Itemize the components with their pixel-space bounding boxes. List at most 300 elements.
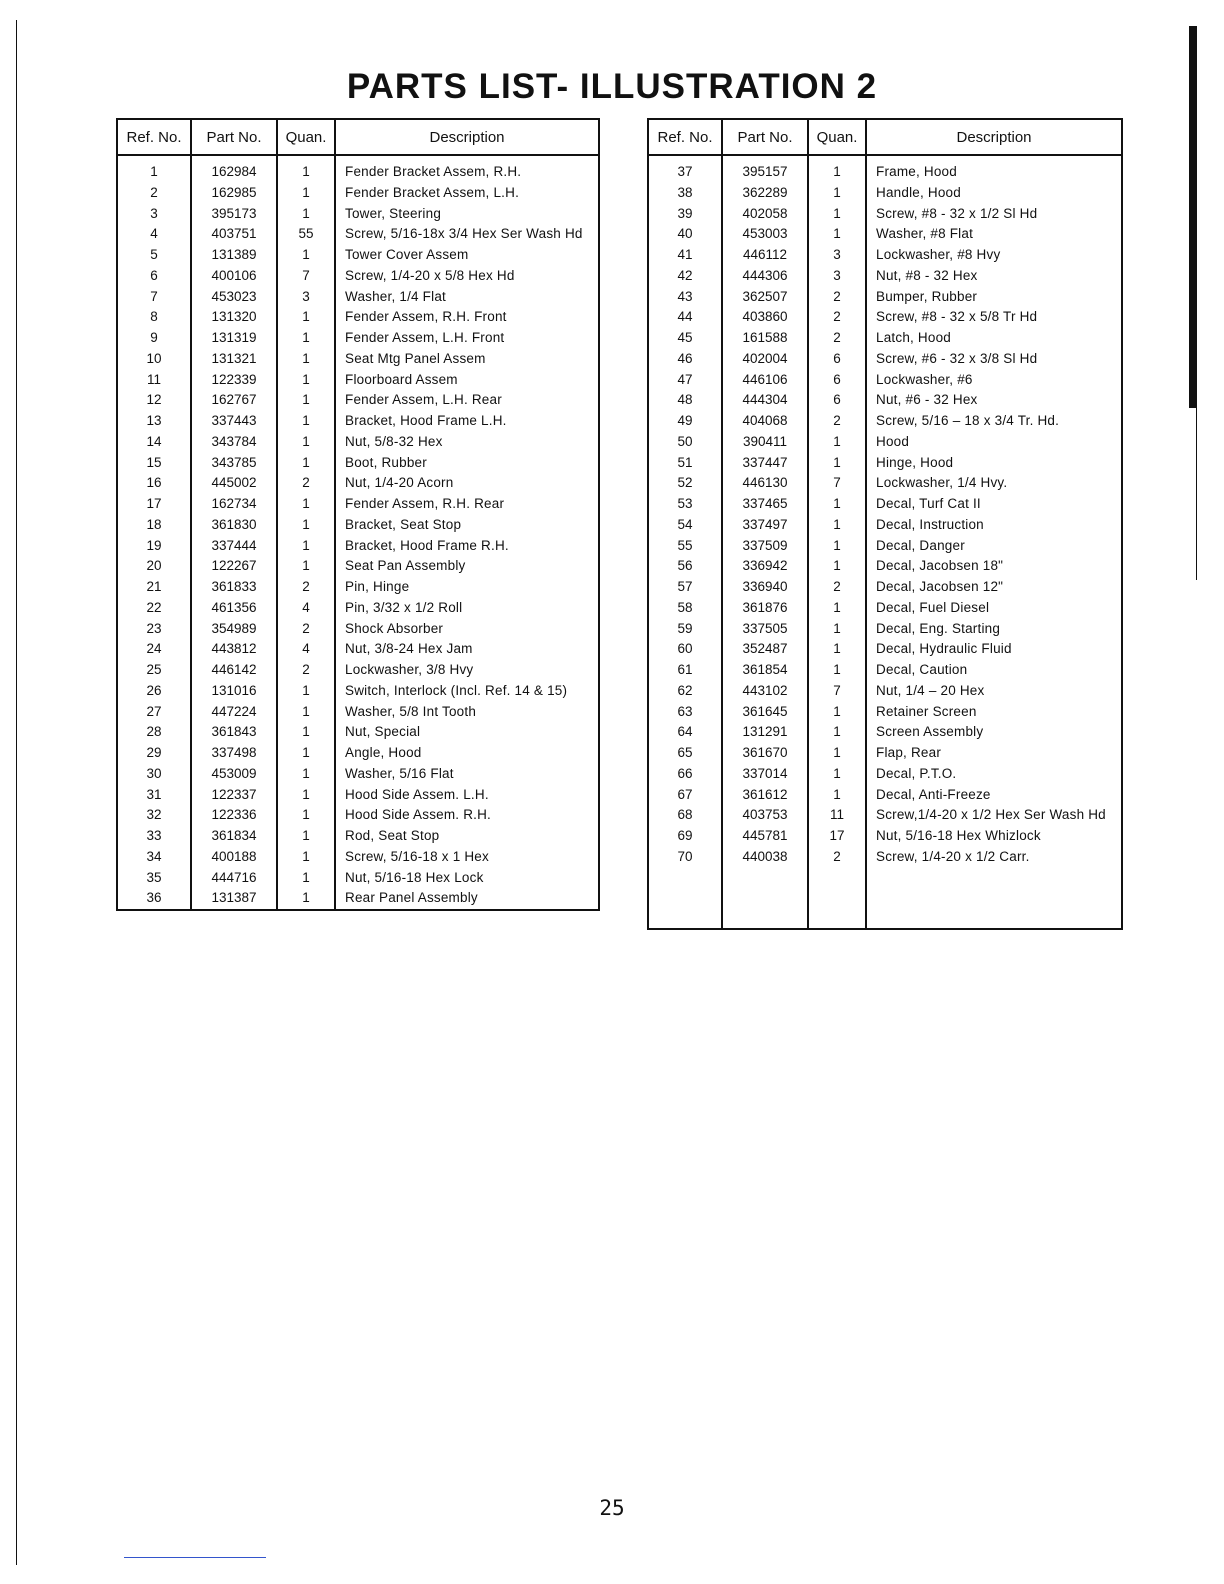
- table-row: [117, 868, 599, 889]
- table-row: [117, 888, 599, 910]
- part-no-cell: 343785: [191, 453, 277, 474]
- description-cell: Lockwasher, 1/4 Hvy.: [866, 473, 1122, 494]
- table-row: [648, 660, 1122, 681]
- quantity-cell: 3: [277, 287, 335, 308]
- ref-no-cell: 52: [648, 473, 722, 494]
- table-row: [117, 743, 599, 764]
- description-cell: Nut, 3/8-24 Hex Jam: [335, 639, 599, 660]
- part-no-cell: 361876: [722, 598, 808, 619]
- table-row: [117, 515, 599, 536]
- quantity-cell: 1: [277, 556, 335, 577]
- part-no-cell: 337447: [722, 453, 808, 474]
- part-no-cell: 446142: [191, 660, 277, 681]
- part-no-cell: 361645: [722, 702, 808, 723]
- description-cell: Seat Pan Assembly: [335, 556, 599, 577]
- table-row: [648, 183, 1122, 204]
- part-no-cell: 361854: [722, 660, 808, 681]
- description-cell: Shock Absorber: [335, 619, 599, 640]
- ref-no-cell: 19: [117, 536, 191, 557]
- ref-no-cell: 12: [117, 390, 191, 411]
- quantity-cell: 2: [277, 660, 335, 681]
- description-cell: Switch, Interlock (Incl. Ref. 14 & 15): [335, 681, 599, 702]
- part-no-cell: 122337: [191, 785, 277, 806]
- part-no-cell: 361833: [191, 577, 277, 598]
- description-cell: Bracket, Hood Frame L.H.: [335, 411, 599, 432]
- ref-no-cell: 50: [648, 432, 722, 453]
- right-margin-line: [1196, 400, 1197, 580]
- quantity-cell: 1: [808, 494, 866, 515]
- description-cell: Latch, Hood: [866, 328, 1122, 349]
- table-row: [648, 785, 1122, 806]
- description-cell: Bracket, Hood Frame R.H.: [335, 536, 599, 557]
- description-cell: Fender Assem, L.H. Front: [335, 328, 599, 349]
- description-cell: Hood Side Assem. L.H.: [335, 785, 599, 806]
- description-cell: Washer, #8 Flat: [866, 224, 1122, 245]
- table-row: [648, 515, 1122, 536]
- ref-no-cell: 32: [117, 805, 191, 826]
- ref-no-cell: 46: [648, 349, 722, 370]
- quantity-cell: 1: [277, 390, 335, 411]
- quantity-cell: 7: [808, 473, 866, 494]
- description-cell: Flap, Rear: [866, 743, 1122, 764]
- quantity-cell: 1: [808, 183, 866, 204]
- quantity-cell: 1: [808, 598, 866, 619]
- part-no-cell: 461356: [191, 598, 277, 619]
- quantity-cell: 2: [808, 287, 866, 308]
- part-no-cell: 453009: [191, 764, 277, 785]
- quantity-cell: 1: [808, 453, 866, 474]
- quantity-cell: 1: [277, 868, 335, 889]
- ref-no-cell: 35: [117, 868, 191, 889]
- quantity-cell: 1: [277, 204, 335, 225]
- table-row: [117, 307, 599, 328]
- part-no-cell: 444304: [722, 390, 808, 411]
- part-no-cell: 337465: [722, 494, 808, 515]
- ref-no-cell: 9: [117, 328, 191, 349]
- ref-no-cell: 60: [648, 639, 722, 660]
- quantity-cell: 1: [808, 722, 866, 743]
- quantity-cell: 1: [277, 183, 335, 204]
- ref-no-cell: 17: [117, 494, 191, 515]
- table-row: [117, 432, 599, 453]
- quantity-cell: 1: [277, 370, 335, 391]
- ref-no-cell: 34: [117, 847, 191, 868]
- part-no-cell: 444306: [722, 266, 808, 287]
- quantity-cell: 1: [277, 764, 335, 785]
- table-header: [648, 119, 1122, 155]
- part-no-cell: 131321: [191, 349, 277, 370]
- description-cell: Nut, #6 - 32 Hex: [866, 390, 1122, 411]
- ref-no-cell: 63: [648, 702, 722, 723]
- table-row: [117, 224, 599, 245]
- description-cell: Angle, Hood: [335, 743, 599, 764]
- description-cell: Lockwasher, #6: [866, 370, 1122, 391]
- description-cell: Bracket, Seat Stop: [335, 515, 599, 536]
- description-cell: Screw, #8 - 32 x 5/8 Tr Hd: [866, 307, 1122, 328]
- ref-no-cell: 13: [117, 411, 191, 432]
- quantity-cell: 2: [808, 577, 866, 598]
- part-no-cell: 445781: [722, 826, 808, 847]
- ref-no-cell: 68: [648, 805, 722, 826]
- table-row: [117, 390, 599, 411]
- ref-no-cell: 27: [117, 702, 191, 723]
- table-row: [648, 328, 1122, 349]
- description-cell: Nut, Special: [335, 722, 599, 743]
- description-cell: Hood: [866, 432, 1122, 453]
- page-number: 25: [599, 1496, 625, 1520]
- table-row: [648, 847, 1122, 868]
- ref-no-cell: 33: [117, 826, 191, 847]
- description-cell: Hood Side Assem. R.H.: [335, 805, 599, 826]
- part-no-cell: 337014: [722, 764, 808, 785]
- part-no-cell: 445002: [191, 473, 277, 494]
- description-cell: Screw, 5/16-18x 3/4 Hex Ser Wash Hd: [335, 224, 599, 245]
- parts-table-right: [647, 118, 1123, 930]
- quantity-cell: 17: [808, 826, 866, 847]
- quantity-cell: 1: [277, 307, 335, 328]
- part-no-cell: 122267: [191, 556, 277, 577]
- quantity-cell: 2: [808, 411, 866, 432]
- quantity-cell: 1: [277, 743, 335, 764]
- quantity-cell: 1: [808, 536, 866, 557]
- ref-no-cell: 62: [648, 681, 722, 702]
- table-row: [117, 639, 599, 660]
- part-no-cell: 390411: [722, 432, 808, 453]
- description-cell: Nut, 5/16-18 Hex Whizlock: [866, 826, 1122, 847]
- description-cell: Screen Assembly: [866, 722, 1122, 743]
- part-no-cell: 122339: [191, 370, 277, 391]
- table-row: [648, 370, 1122, 391]
- part-no-cell: 361843: [191, 722, 277, 743]
- part-no-cell: 361670: [722, 743, 808, 764]
- description-cell: Screw, 5/16 – 18 x 3/4 Tr. Hd.: [866, 411, 1122, 432]
- table-row: [648, 245, 1122, 266]
- ref-no-cell: 59: [648, 619, 722, 640]
- ref-no-cell: 57: [648, 577, 722, 598]
- table-row: [648, 349, 1122, 370]
- ref-no-cell: 29: [117, 743, 191, 764]
- part-no-cell: 402004: [722, 349, 808, 370]
- quantity-cell: 1: [808, 702, 866, 723]
- quantity-cell: 1: [277, 805, 335, 826]
- ref-no-header: Ref. No.: [648, 119, 722, 155]
- table-row: [117, 722, 599, 743]
- part-no-cell: 131389: [191, 245, 277, 266]
- description-cell: Decal, Jacobsen 12": [866, 577, 1122, 598]
- quantity-cell: 1: [808, 785, 866, 806]
- part-no-cell: 362507: [722, 287, 808, 308]
- empty-cell: [808, 868, 866, 929]
- quantity-cell: 1: [808, 639, 866, 660]
- ref-no-cell: 18: [117, 515, 191, 536]
- quantity-cell: 1: [808, 204, 866, 225]
- part-no-cell: 131319: [191, 328, 277, 349]
- quantity-cell: 1: [808, 155, 866, 183]
- quantity-cell: 2: [277, 577, 335, 598]
- ref-no-cell: 43: [648, 287, 722, 308]
- quantity-cell: 2: [277, 473, 335, 494]
- table-row: [648, 805, 1122, 826]
- part-no-cell: 453003: [722, 224, 808, 245]
- description-cell: Lockwasher, 3/8 Hvy: [335, 660, 599, 681]
- quantity-cell: 1: [808, 764, 866, 785]
- part-no-cell: 162984: [191, 155, 277, 183]
- part-no-cell: 443812: [191, 639, 277, 660]
- ref-no-cell: 56: [648, 556, 722, 577]
- quantity-cell: 11: [808, 805, 866, 826]
- table-row: [648, 743, 1122, 764]
- description-cell: Pin, Hinge: [335, 577, 599, 598]
- quantity-cell: 6: [808, 349, 866, 370]
- part-no-cell: 337443: [191, 411, 277, 432]
- quantity-cell: 1: [277, 681, 335, 702]
- ref-no-cell: 23: [117, 619, 191, 640]
- part-no-cell: 403860: [722, 307, 808, 328]
- part-no-cell: 162767: [191, 390, 277, 411]
- description-cell: Screw, 1/4-20 x 5/8 Hex Hd: [335, 266, 599, 287]
- part-no-cell: 403753: [722, 805, 808, 826]
- table-row: [117, 681, 599, 702]
- description-cell: Seat Mtg Panel Assem: [335, 349, 599, 370]
- description-cell: Handle, Hood: [866, 183, 1122, 204]
- table-row: [117, 536, 599, 557]
- description-cell: Rod, Seat Stop: [335, 826, 599, 847]
- table-row: [648, 556, 1122, 577]
- quantity-cell: 1: [277, 453, 335, 474]
- table-row: [117, 370, 599, 391]
- part-no-cell: 162985: [191, 183, 277, 204]
- part-no-cell: 161588: [722, 328, 808, 349]
- description-cell: Decal, Jacobsen 18": [866, 556, 1122, 577]
- part-no-cell: 402058: [722, 204, 808, 225]
- ref-no-cell: 7: [117, 287, 191, 308]
- part-no-cell: 337505: [722, 619, 808, 640]
- part-no-cell: 403751: [191, 224, 277, 245]
- part-no-cell: 440038: [722, 847, 808, 868]
- description-cell: Bumper, Rubber: [866, 287, 1122, 308]
- part-no-cell: 343784: [191, 432, 277, 453]
- description-cell: Screw, #8 - 32 x 1/2 Sl Hd: [866, 204, 1122, 225]
- ref-no-cell: 20: [117, 556, 191, 577]
- ref-no-cell: 15: [117, 453, 191, 474]
- table-row: [648, 598, 1122, 619]
- quantity-cell: 2: [277, 619, 335, 640]
- description-cell: Pin, 3/32 x 1/2 Roll: [335, 598, 599, 619]
- quantity-cell: 1: [808, 660, 866, 681]
- table-row: [648, 577, 1122, 598]
- ref-no-cell: 31: [117, 785, 191, 806]
- quantity-cell: 1: [277, 702, 335, 723]
- description-cell: Nut, 5/16-18 Hex Lock: [335, 868, 599, 889]
- quantity-cell: 1: [277, 245, 335, 266]
- part-no-cell: 361830: [191, 515, 277, 536]
- ref-no-cell: 64: [648, 722, 722, 743]
- description-cell: Fender Assem, L.H. Rear: [335, 390, 599, 411]
- ref-no-cell: 44: [648, 307, 722, 328]
- ref-no-cell: 66: [648, 764, 722, 785]
- quantity-cell: 55: [277, 224, 335, 245]
- ref-no-cell: 28: [117, 722, 191, 743]
- table-row: [117, 155, 599, 183]
- description-cell: Washer, 5/8 Int Tooth: [335, 702, 599, 723]
- quantity-cell: 7: [808, 681, 866, 702]
- quantity-cell: 6: [808, 390, 866, 411]
- description-cell: Decal, Caution: [866, 660, 1122, 681]
- ref-no-cell: 49: [648, 411, 722, 432]
- quantity-cell: 1: [808, 619, 866, 640]
- table-row: [117, 785, 599, 806]
- description-cell: Decal, Hydraulic Fluid: [866, 639, 1122, 660]
- quantity-cell: 4: [277, 639, 335, 660]
- description-cell: Decal, Fuel Diesel: [866, 598, 1122, 619]
- ref-no-cell: 26: [117, 681, 191, 702]
- ref-no-cell: 45: [648, 328, 722, 349]
- part-no-cell: 336942: [722, 556, 808, 577]
- table-row: [117, 473, 599, 494]
- ref-no-cell: 61: [648, 660, 722, 681]
- ref-no-cell: 69: [648, 826, 722, 847]
- description-cell: Fender Bracket Assem, L.H.: [335, 183, 599, 204]
- description-cell: Decal, Anti-Freeze: [866, 785, 1122, 806]
- part-no-cell: 352487: [722, 639, 808, 660]
- description-cell: Decal, P.T.O.: [866, 764, 1122, 785]
- quantity-cell: 1: [277, 722, 335, 743]
- quantity-header: Quan.: [808, 119, 866, 155]
- ref-no-cell: 25: [117, 660, 191, 681]
- description-cell: Decal, Danger: [866, 536, 1122, 557]
- table-row: [648, 473, 1122, 494]
- part-no-cell: 122336: [191, 805, 277, 826]
- part-no-cell: 444716: [191, 868, 277, 889]
- part-no-cell: 131320: [191, 307, 277, 328]
- table-row: [648, 307, 1122, 328]
- table-row: [648, 287, 1122, 308]
- table-row: [117, 328, 599, 349]
- ref-no-cell: 36: [117, 888, 191, 910]
- description-cell: Fender Assem, R.H. Rear: [335, 494, 599, 515]
- quantity-cell: 2: [808, 847, 866, 868]
- part-no-cell: 362289: [722, 183, 808, 204]
- ref-no-cell: 2: [117, 183, 191, 204]
- description-cell: Hinge, Hood: [866, 453, 1122, 474]
- part-no-cell: 131291: [722, 722, 808, 743]
- table-row: [117, 183, 599, 204]
- table-row: [648, 764, 1122, 785]
- quantity-cell: 1: [277, 411, 335, 432]
- part-no-cell: 336940: [722, 577, 808, 598]
- table-row: [117, 494, 599, 515]
- table-row: [117, 453, 599, 474]
- ref-no-cell: 3: [117, 204, 191, 225]
- ref-no-cell: 55: [648, 536, 722, 557]
- description-cell: Rear Panel Assembly: [335, 888, 599, 910]
- description-cell: Nut, 1/4 – 20 Hex: [866, 681, 1122, 702]
- table-row: [648, 681, 1122, 702]
- description-cell: Nut, 1/4-20 Acorn: [335, 473, 599, 494]
- table-row: [117, 764, 599, 785]
- part-no-cell: 337498: [191, 743, 277, 764]
- ref-no-cell: 16: [117, 473, 191, 494]
- quantity-cell: 1: [277, 847, 335, 868]
- ref-no-cell: 54: [648, 515, 722, 536]
- description-cell: Tower Cover Assem: [335, 245, 599, 266]
- part-no-cell: 337509: [722, 536, 808, 557]
- ref-no-cell: 41: [648, 245, 722, 266]
- part-no-cell: 446112: [722, 245, 808, 266]
- table-row: [648, 453, 1122, 474]
- part-no-cell: 404068: [722, 411, 808, 432]
- ref-no-cell: 39: [648, 204, 722, 225]
- empty-cell: [648, 868, 722, 929]
- quantity-cell: 1: [277, 785, 335, 806]
- ref-no-cell: 21: [117, 577, 191, 598]
- description-cell: Screw, 5/16-18 x 1 Hex: [335, 847, 599, 868]
- quantity-cell: 1: [277, 432, 335, 453]
- ref-no-cell: 30: [117, 764, 191, 785]
- table-row: [648, 411, 1122, 432]
- parts-table-left: [116, 118, 600, 911]
- description-cell: Washer, 1/4 Flat: [335, 287, 599, 308]
- quantity-header: Quan.: [277, 119, 335, 155]
- table-row: [648, 494, 1122, 515]
- description-header: Description: [866, 119, 1122, 155]
- table-row: [648, 619, 1122, 640]
- ref-no-cell: 48: [648, 390, 722, 411]
- part-no-cell: 400106: [191, 266, 277, 287]
- quantity-cell: 2: [808, 328, 866, 349]
- table-row: [648, 155, 1122, 183]
- quantity-cell: 1: [277, 888, 335, 910]
- table-row: [117, 577, 599, 598]
- page-title: PARTS LIST- ILLUSTRATION 2: [346, 67, 878, 107]
- ref-no-cell: 51: [648, 453, 722, 474]
- table-row: [117, 556, 599, 577]
- ref-no-cell: 38: [648, 183, 722, 204]
- bottom-rule: [124, 1557, 266, 1558]
- part-no-cell: 131387: [191, 888, 277, 910]
- description-cell: Boot, Rubber: [335, 453, 599, 474]
- description-cell: Fender Bracket Assem, R.H.: [335, 155, 599, 183]
- part-no-cell: 453023: [191, 287, 277, 308]
- ref-no-cell: 67: [648, 785, 722, 806]
- ref-no-cell: 42: [648, 266, 722, 287]
- description-cell: Lockwasher, #8 Hvy: [866, 245, 1122, 266]
- description-header: Description: [335, 119, 599, 155]
- part-no-cell: 446106: [722, 370, 808, 391]
- description-cell: Decal, Turf Cat II: [866, 494, 1122, 515]
- quantity-cell: 3: [808, 266, 866, 287]
- table-row: [117, 619, 599, 640]
- ref-no-cell: 58: [648, 598, 722, 619]
- quantity-cell: 1: [277, 826, 335, 847]
- quantity-cell: 2: [808, 307, 866, 328]
- table-row: [117, 805, 599, 826]
- part-no-cell: 354989: [191, 619, 277, 640]
- ref-no-cell: 6: [117, 266, 191, 287]
- table-row: [117, 660, 599, 681]
- part-no-header: Part No.: [722, 119, 808, 155]
- quantity-cell: 1: [808, 515, 866, 536]
- table-row: [117, 349, 599, 370]
- part-no-cell: 395173: [191, 204, 277, 225]
- empty-cell: [722, 868, 808, 929]
- table-row: [117, 847, 599, 868]
- quantity-cell: 1: [808, 556, 866, 577]
- part-no-cell: 131016: [191, 681, 277, 702]
- table-row: [117, 598, 599, 619]
- ref-no-cell: 37: [648, 155, 722, 183]
- quantity-cell: 1: [277, 328, 335, 349]
